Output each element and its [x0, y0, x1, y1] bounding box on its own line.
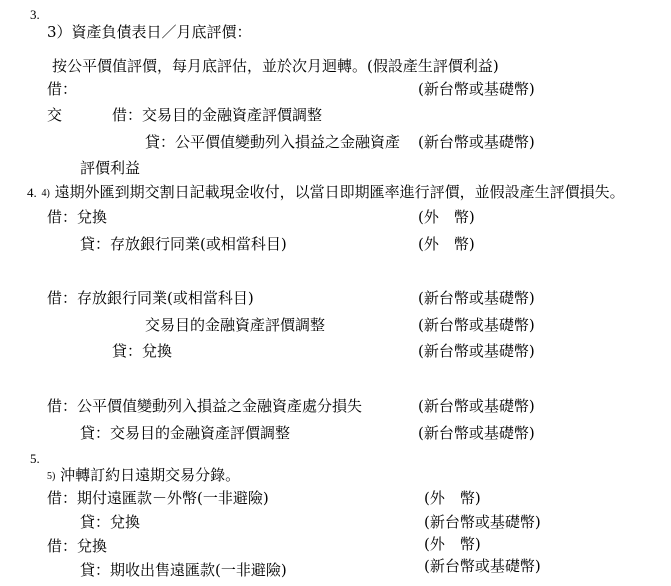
section-5-currency-4: (新台幣或基礎幣)	[424, 557, 541, 575]
section-3-debit-label: 借：	[47, 80, 78, 98]
section-3-number: 3.	[30, 7, 40, 22]
section-4-number: 4.	[27, 185, 37, 200]
section-4-currency-4: (新台幣或基礎幣)	[418, 316, 535, 334]
section-5-entry-2: 貸：兌換	[80, 513, 141, 531]
section-5-entry-3: 借：兌換	[47, 537, 108, 555]
section-3-currency-2: (新台幣或基礎幣)	[418, 133, 535, 151]
section-4-entry-6: 借：公平價值變動列入損益之金融資產處分損失	[47, 397, 363, 415]
section-4-sub-number: 4)	[41, 188, 50, 199]
section-4-currency-3: (新台幣或基礎幣)	[418, 289, 535, 307]
section-4-currency-5: (新台幣或基礎幣)	[418, 342, 535, 360]
section-4-currency-6: (新台幣或基礎幣)	[418, 397, 535, 415]
section-5-entry-4: 貸：期收出售遠匯款(一非避險)	[80, 561, 287, 579]
section-4-entry-7: 貸：交易目的金融資產評價調整	[80, 424, 291, 442]
section-5-entry-1: 借：期付遠匯款－外幣(一非避險)	[47, 489, 269, 507]
section-5-currency-1: (外 幣)	[424, 489, 481, 507]
section-4-heading-line	[27, 183, 625, 203]
section-5-heading-line	[47, 466, 240, 486]
section-5-heading: 沖轉訂約日遠期交易分錄。	[60, 466, 241, 484]
section-5-currency-3: (外 幣)	[424, 535, 481, 553]
section-4-entry-2: 貸：存放銀行同業(或相當科目)	[80, 235, 287, 253]
section-4-entry-3: 借：存放銀行同業(或相當科目)	[47, 289, 254, 307]
section-4-entry-5: 貸：兌換	[112, 342, 173, 360]
section-3-entry-credit: 貸：公平價值變動列入損益之金融資產	[145, 133, 401, 151]
section-4-currency-7: (新台幣或基礎幣)	[418, 424, 535, 442]
section-4-entry-1: 借：兌換	[47, 208, 108, 226]
section-5-currency-2: (新台幣或基礎幣)	[424, 513, 541, 531]
section-3-lead-char: 交	[47, 106, 63, 124]
section-3-currency-1: (新台幣或基礎幣)	[418, 80, 535, 98]
section-4-heading: 遠期外匯到期交割日記載現金收付，以當日即期匯率進行評價，並假設產生評價損失。	[54, 183, 625, 201]
section-5-number: 5.	[30, 451, 40, 466]
section-4-currency-1: (外 幣)	[418, 208, 475, 226]
section-4-currency-2: (外 幣)	[418, 235, 475, 253]
section-3-intro: 按公平價值評價，每月底評估，並於次月迴轉。(假設產生評價利益)	[52, 57, 499, 75]
section-3-heading: 3）資產負債表日／月底評價：	[47, 23, 252, 41]
section-5-sub-number: 5)	[47, 471, 56, 482]
section-3-gain-label: 評價利益	[80, 159, 141, 177]
section-3-entry-debit: 借：交易目的金融資產評價調整	[112, 106, 323, 124]
section-4-entry-4: 交易目的金融資產評價調整	[145, 316, 326, 334]
